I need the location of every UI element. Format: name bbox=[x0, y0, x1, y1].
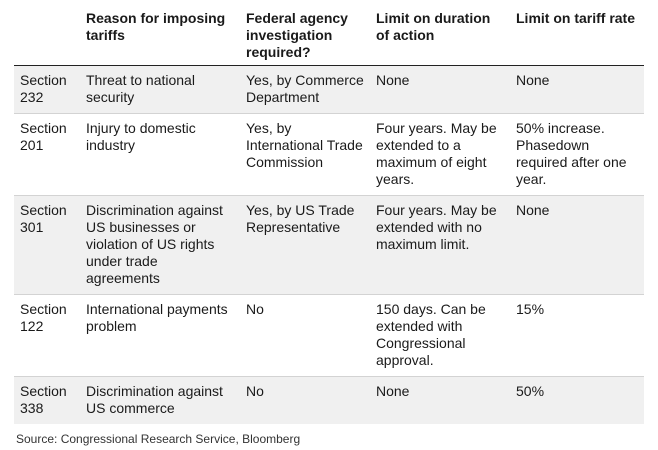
header-section bbox=[14, 0, 80, 66]
header-duration-limit: Limit on duration of action bbox=[370, 0, 510, 66]
cell-investigation: No bbox=[240, 377, 370, 425]
table-header-row bbox=[14, 0, 644, 66]
cell-investigation: No bbox=[240, 295, 370, 377]
table-row bbox=[14, 377, 644, 425]
cell-reason: Injury to domestic industry bbox=[80, 114, 240, 196]
cell-section: Section 122 bbox=[14, 295, 80, 377]
cell-duration-limit: 150 days. Can be extended with Congressional approval. bbox=[370, 295, 510, 377]
cell-investigation: Yes, by International Trade Commission bbox=[240, 114, 370, 196]
table-row bbox=[14, 66, 644, 114]
cell-reason: Threat to national security bbox=[80, 66, 240, 114]
cell-reason: International payments problem bbox=[80, 295, 240, 377]
cell-rate-limit: 50% increase. Phasedown required after one year. bbox=[510, 114, 644, 196]
cell-rate-limit: 50% bbox=[510, 377, 644, 425]
source-note: Source: Congressional Research Service, Bloomberg bbox=[16, 432, 301, 446]
table-row bbox=[14, 196, 644, 295]
cell-reason: Discrimination against US businesses or violation of US rights under trade agreements bbox=[80, 196, 240, 295]
header-rate-limit: Limit on tariff rate bbox=[510, 0, 644, 66]
cell-rate-limit: None bbox=[510, 196, 644, 295]
cell-section: Section 232 bbox=[14, 66, 80, 114]
cell-duration-limit: None bbox=[370, 377, 510, 425]
cell-rate-limit: 15% bbox=[510, 295, 644, 377]
table-row bbox=[14, 295, 644, 377]
tariff-comparison-table bbox=[14, 0, 644, 424]
cell-section: Section 338 bbox=[14, 377, 80, 425]
cell-duration-limit: Four years. May be extended with no maximum limit. bbox=[370, 196, 510, 295]
tariff-comparison-table-container bbox=[14, 0, 644, 424]
table-row bbox=[14, 114, 644, 196]
cell-duration-limit: Four years. May be extended to a maximum of eight years. bbox=[370, 114, 510, 196]
cell-duration-limit: None bbox=[370, 66, 510, 114]
cell-rate-limit: None bbox=[510, 66, 644, 114]
header-reason: Reason for imposing tariffs bbox=[80, 0, 240, 66]
cell-section: Section 301 bbox=[14, 196, 80, 295]
cell-section: Section 201 bbox=[14, 114, 80, 196]
cell-reason: Discrimination against US commerce bbox=[80, 377, 240, 425]
header-investigation: Federal agency investigation required? bbox=[240, 0, 370, 66]
cell-investigation: Yes, by US Trade Representative bbox=[240, 196, 370, 295]
cell-investigation: Yes, by Commerce Department bbox=[240, 66, 370, 114]
